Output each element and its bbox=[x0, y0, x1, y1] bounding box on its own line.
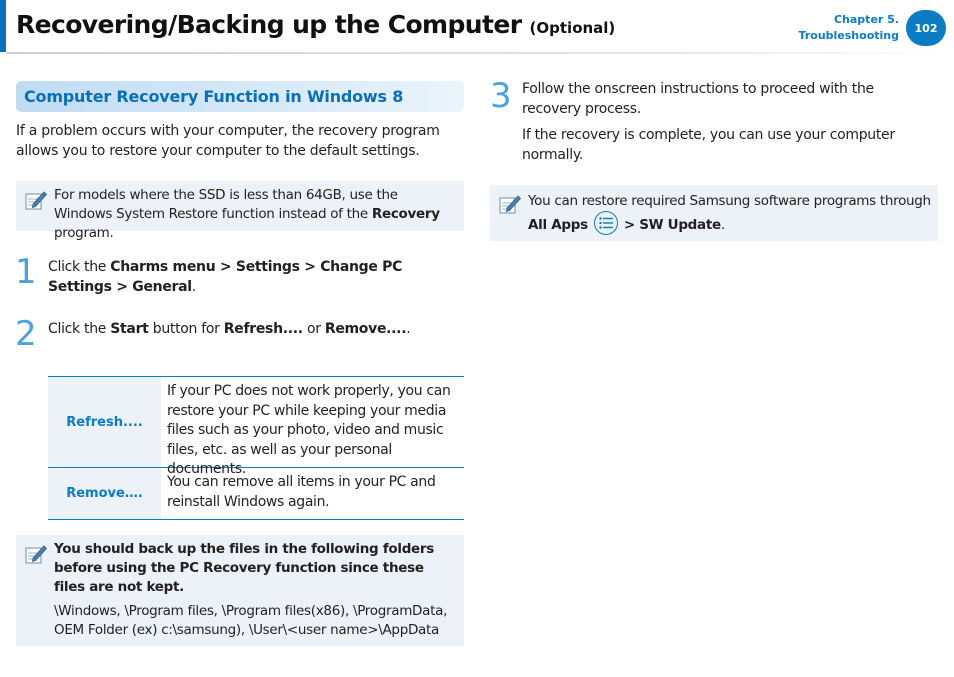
table-row bbox=[48, 377, 464, 477]
section-heading: Computer Recovery Function in Windows 8 bbox=[16, 81, 464, 112]
pencil-note-icon bbox=[498, 193, 522, 215]
table-row bbox=[48, 467, 464, 519]
table-row-label: Remove…. bbox=[48, 468, 161, 519]
table-row-desc: You can remove all items in your PC and reinstall Windows again. bbox=[167, 474, 436, 510]
table-row-label: Refresh.... bbox=[48, 377, 161, 467]
step-2-text: Click the Start button for Refresh.... or Remove..... bbox=[48, 321, 411, 337]
table-row-desc: If your PC does not work properly, you can restore your PC while keeping your media files such as your photo, video and music files, etc. as well as your personal documents. bbox=[167, 383, 451, 477]
intro-paragraph: If a problem occurs with your computer, the recovery program allows you to restore your computer to the default settings. bbox=[16, 123, 440, 159]
note-sw-update: You can restore required Samsung software programs through All Apps > SW Update. bbox=[490, 185, 938, 241]
step-1-text: Click the Charms menu > Settings > Change PC Settings > General. bbox=[48, 259, 403, 295]
chapter-label bbox=[799, 12, 899, 44]
note-backup bbox=[16, 535, 464, 646]
title-optional: (Optional) bbox=[529, 19, 616, 37]
step-3-text: Follow the onscreen instructions to proceed with the recovery process. bbox=[522, 81, 874, 117]
backup-folder-list: \Windows, \Program files, \Program files(x86), \ProgramData, OEM Folder (ex) c:\samsung), \User\<user name>\AppData bbox=[54, 603, 448, 638]
chapter-name: Troubleshooting bbox=[798, 29, 899, 42]
header-divider bbox=[6, 52, 954, 54]
pencil-note-icon bbox=[24, 189, 48, 211]
note-ssd: For models where the SSD is less than 64GB, use the Windows System Restore function instead of the Recovery program. bbox=[16, 181, 464, 231]
page-number-badge: 102 bbox=[906, 10, 946, 46]
step-3-number: 3 bbox=[490, 76, 512, 116]
step-2-number: 2 bbox=[15, 314, 37, 354]
backup-warning: You should back up the files in the following folders before using the PC Recovery function since these files are not kept. bbox=[54, 541, 435, 595]
page-title: Recovering/Backing up the Computer (Optional) bbox=[16, 10, 616, 39]
chapter-number: Chapter 5. bbox=[833, 13, 899, 26]
step-3-result: If the recovery is complete, you can use your computer normally. bbox=[522, 127, 895, 163]
pencil-note-icon bbox=[24, 543, 48, 565]
header-accent-bar bbox=[0, 0, 6, 52]
all-apps-icon bbox=[594, 211, 618, 235]
recovery-options-table bbox=[48, 376, 464, 520]
step-1-number: 1 bbox=[15, 252, 37, 292]
